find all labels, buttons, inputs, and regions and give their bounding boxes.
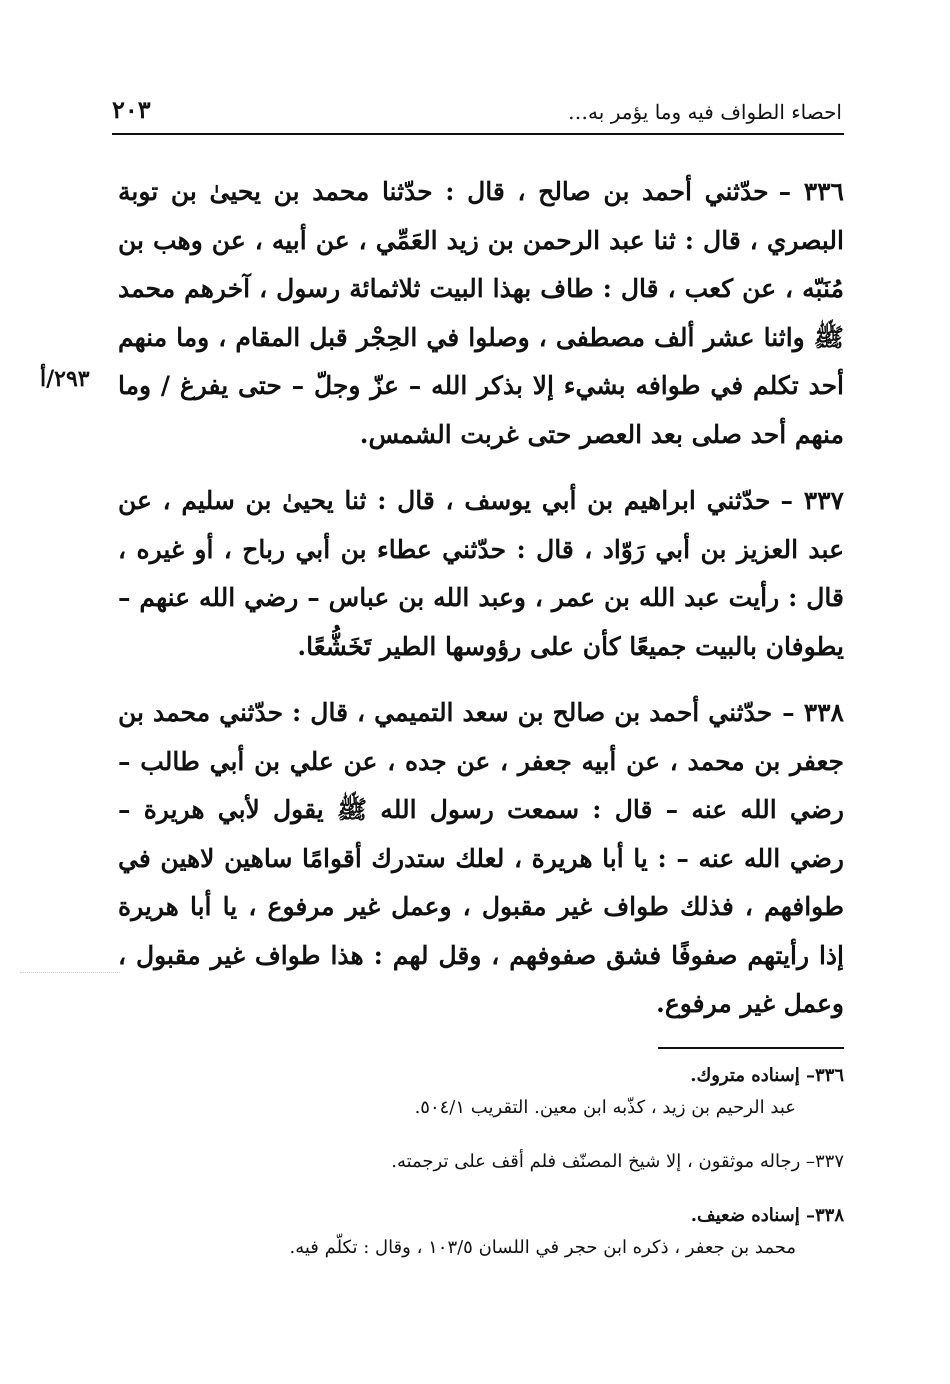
footnotes [200,1060,844,1286]
entry-number: ٣٣٦ – [778,177,844,206]
footnote-heading: ٣٣٧– رجاله موثقون ، إلا شيخ المصنّف فلم أقف على ترجمته. [391,1151,844,1172]
hadith-entry-337 [118,477,844,671]
running-header [112,84,842,124]
scan-artifact-divider [20,972,120,973]
page-number: ٢٠٣ [112,95,151,124]
manuscript-folio-note: ٢٩٣/أ [40,366,90,392]
main-text [118,168,844,1029]
header-rule [112,133,844,135]
footnote-body: عبد الرحيم بن زيد ، كذّبه ابن معين. التقريب ٥٠٤/١. [414,1097,796,1118]
footnote-336 [200,1060,844,1124]
running-title: احصاء الطواف فيه وما يؤمر به… [568,100,842,124]
hadith-entry-336 [118,168,844,459]
entry-number: ٣٣٧ – [780,486,844,515]
footnote-heading: ٣٣٦– إسناده متروك. [690,1065,844,1086]
footnote-rule [658,1047,844,1049]
entry-text: حدّثني ابراهيم بن أبي يوسف ، قال : ثنا يحيىٰ بن سليم ، عن عبد العزيز بن أبي رَوّاد ، قال : حدّثني عطاء بن أبي رباح ، أو غيره ، قال : رأيت عبد الله بن عمر ، وعبد الله بن عباس – رضي الله عنهم – يطوفان بالبيت جميعًا كأن على رؤوسها الطير تَخَشُّعًا. [118,486,844,661]
footnote-338 [200,1200,844,1264]
entry-text: حدّثني أحمد بن صالح بن سعد التميمي ، قال : حدّثني محمد بن جعفر بن محمد ، عن أبيه جعفر ، عن جده ، عن علي بن أبي طالب – رضي الله عنه – قال : سمعت رسول الله ﷺ يقول لأبي هريرة – رضي الله عنه – : يا أبا هريرة ، لعلك ستدرك أقوامًا ساهين لاهين في طوافهم ، فذلك طواف غير مقبول ، وعمل غير مرفوع ، يا أبا هريرة إذا رأيتهم صفوفًا فشق صفوفهم ، وقل لهم : هذا طواف غير مقبول ، وعمل غير مرفوع. [118,698,844,1018]
hadith-entry-338 [118,689,844,1029]
entry-text: حدّثني أحمد بن صالح ، قال : حدّثنا محمد بن يحيىٰ بن توبة البصري ، قال : ثنا عبد الرحمن بن زيد العَمِّي ، عن أبيه ، عن وهب بن مُنَبّه ، عن كعب ، قال : طاف بهذا البيت ثلاثمائة رسول ، آخرهم محمد ﷺ واثنا عشر ألف مصطفى ، وصلوا في الحِجْر قبل المقام ، وما منهم أحد تكلم في طوافه بشيء إلا بذكر الله – عزّ وجلّ – حتى يفرغ / وما منهم أحد صلى بعد العصر حتى غربت الشمس. [118,177,844,449]
footnote-body: محمد بن جعفر ، ذكره ابن حجر في اللسان ١٠٣/٥ ، وقال : تكلّم فيه. [289,1237,796,1258]
footnote-heading: ٣٣٨– إسناده ضعيف. [690,1205,844,1226]
entry-number: ٣٣٨ – [782,698,844,727]
footnote-337 [200,1146,844,1178]
